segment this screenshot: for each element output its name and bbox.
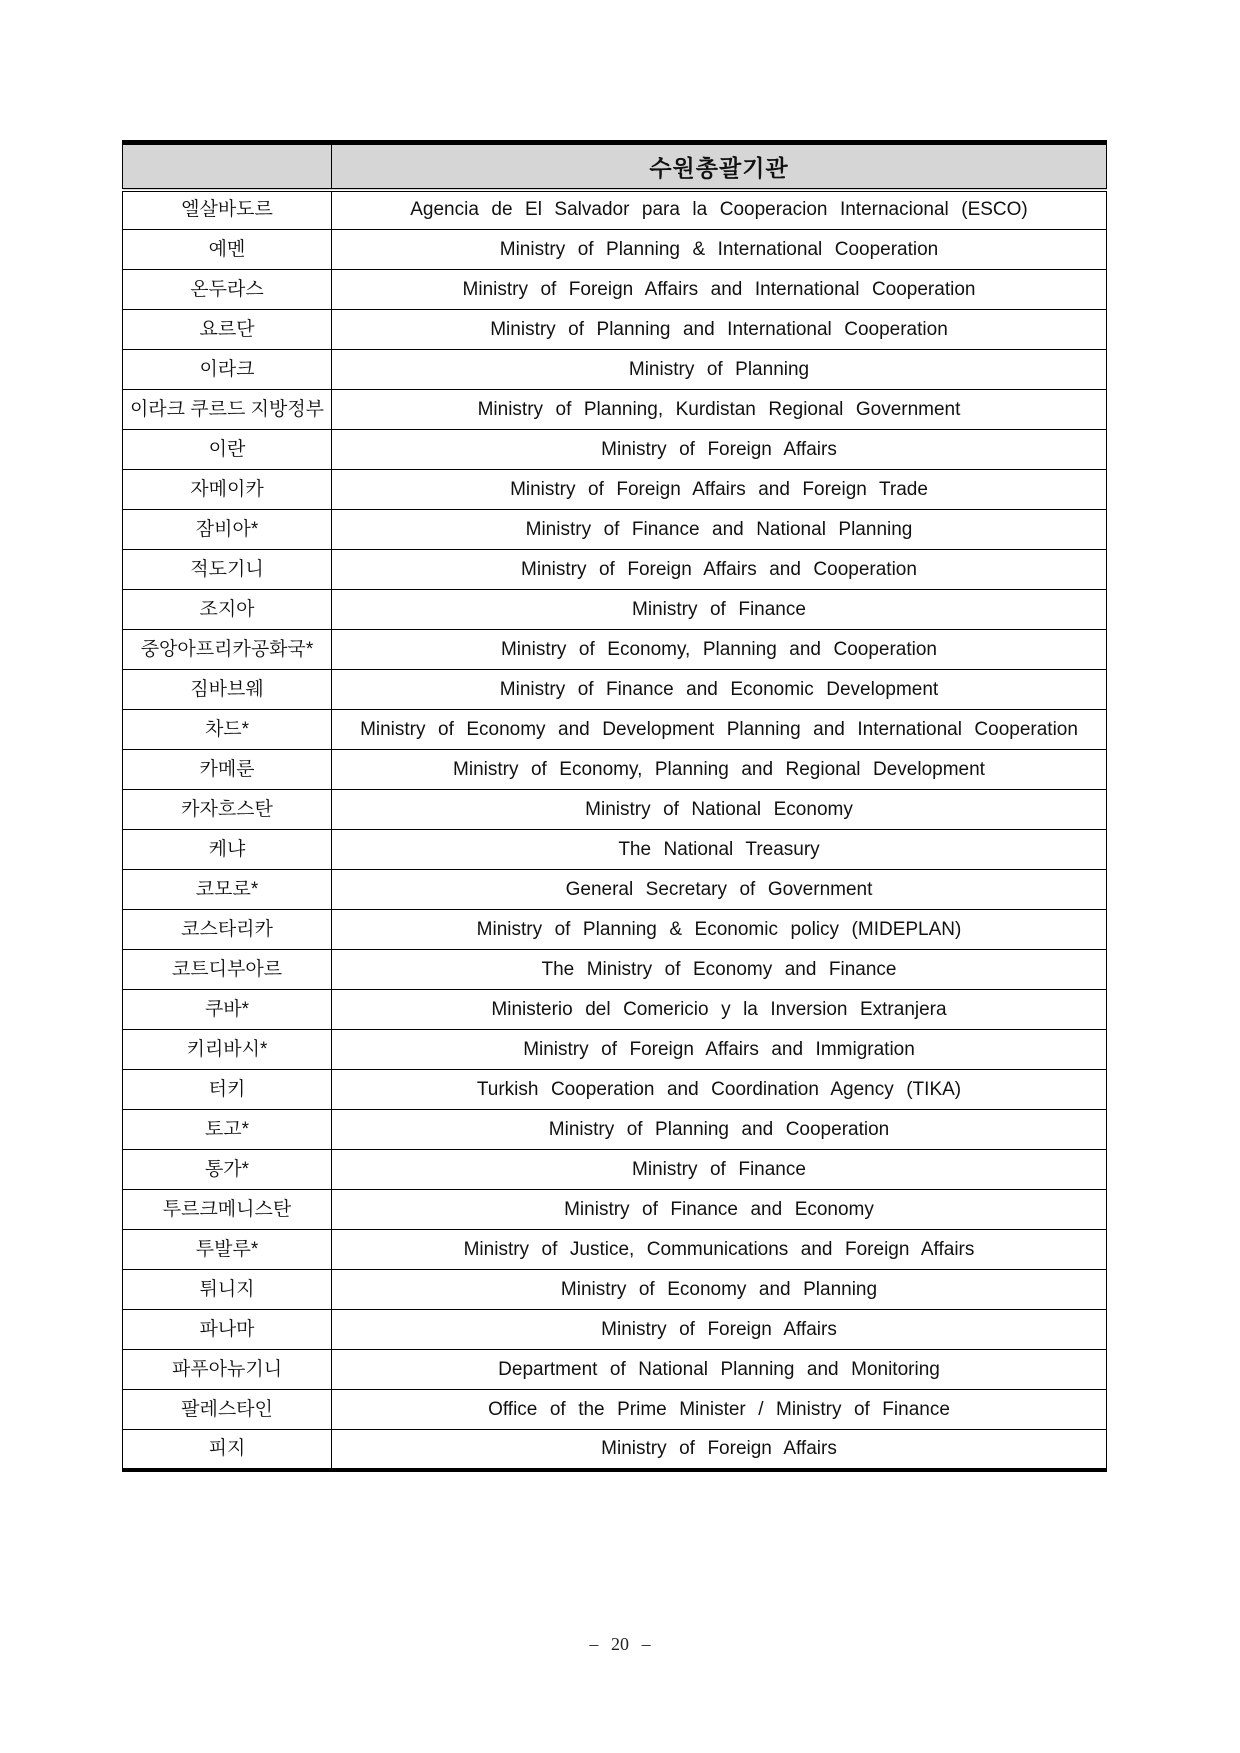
table-row: [123, 750, 1107, 790]
country-cell: 케냐: [123, 830, 332, 870]
table-row: [123, 990, 1107, 1030]
table-row: [123, 830, 1107, 870]
country-cell: 예멘: [123, 230, 332, 270]
table-row: [123, 1430, 1107, 1470]
table-row: [123, 630, 1107, 670]
country-cell: 코모로*: [123, 870, 332, 910]
agency-cell: Ministry of Planning & Economic policy (MIDEPLAN): [332, 910, 1107, 950]
agency-cell: Turkish Cooperation and Coordination Agency (TIKA): [332, 1070, 1107, 1110]
agency-cell: Ministry of Economy and Development Planning and International Cooperation: [332, 710, 1107, 750]
country-cell: 조지아: [123, 590, 332, 630]
agency-cell: Ministry of Foreign Affairs: [332, 1430, 1107, 1470]
agency-cell: Department of National Planning and Monitoring: [332, 1350, 1107, 1390]
agency-cell: Ministry of Planning and Cooperation: [332, 1110, 1107, 1150]
agency-cell: Ministry of Economy, Planning and Cooperation: [332, 630, 1107, 670]
agency-cell: Agencia de El Salvador para la Cooperacion Internacional (ESCO): [332, 190, 1107, 230]
table-row: [123, 1070, 1107, 1110]
table-header-row: [123, 143, 1107, 190]
table-row: [123, 310, 1107, 350]
table-row: [123, 1230, 1107, 1270]
country-cell: 카자흐스탄: [123, 790, 332, 830]
agency-cell: The Ministry of Economy and Finance: [332, 950, 1107, 990]
country-cell: 잠비아*: [123, 510, 332, 550]
agency-cell: Ministry of National Economy: [332, 790, 1107, 830]
table-row: [123, 1310, 1107, 1350]
agency-cell: Ministry of Finance and Economy: [332, 1190, 1107, 1230]
agency-cell: Ministry of Planning and International Cooperation: [332, 310, 1107, 350]
table-row: [123, 1190, 1107, 1230]
agency-cell: Ministry of Foreign Affairs and Immigration: [332, 1030, 1107, 1070]
table-body: [123, 190, 1107, 1470]
agency-cell: General Secretary of Government: [332, 870, 1107, 910]
country-cell: 짐바브웨: [123, 670, 332, 710]
agency-cell: Ministry of Foreign Affairs and Foreign Trade: [332, 470, 1107, 510]
country-cell: 파나마: [123, 1310, 332, 1350]
agency-cell: Ministry of Foreign Affairs: [332, 1310, 1107, 1350]
country-cell: 이라크: [123, 350, 332, 390]
country-cell: 중앙아프리카공화국*: [123, 630, 332, 670]
agency-cell: Ministry of Justice, Communications and Foreign Affairs: [332, 1230, 1107, 1270]
country-cell: 코스타리카: [123, 910, 332, 950]
country-cell: 이란: [123, 430, 332, 470]
table-header-country: [123, 143, 332, 190]
table-header-agency: 수원총괄기관: [332, 143, 1107, 190]
table-row: [123, 1390, 1107, 1430]
table-row: [123, 550, 1107, 590]
country-cell: 이라크 쿠르드 지방정부: [123, 390, 332, 430]
country-cell: 팔레스타인: [123, 1390, 332, 1430]
page-number: – 20 –: [589, 1634, 651, 1654]
table-row: [123, 870, 1107, 910]
table-row: [123, 910, 1107, 950]
table-row: [123, 270, 1107, 310]
country-cell: 통가*: [123, 1150, 332, 1190]
agency-cell: Ministry of Economy, Planning and Regional Development: [332, 750, 1107, 790]
agency-cell: Ministry of Planning, Kurdistan Regional Government: [332, 390, 1107, 430]
table-row: [123, 390, 1107, 430]
country-cell: 투르크메니스탄: [123, 1190, 332, 1230]
agency-cell: Office of the Prime Minister / Ministry of Finance: [332, 1390, 1107, 1430]
table-row: [123, 1270, 1107, 1310]
agency-cell: Ministry of Finance and National Planning: [332, 510, 1107, 550]
country-cell: 엘살바도르: [123, 190, 332, 230]
table-row: [123, 430, 1107, 470]
table-row: [123, 470, 1107, 510]
agency-cell: Ministry of Economy and Planning: [332, 1270, 1107, 1310]
agency-cell: Ministry of Planning & International Cooperation: [332, 230, 1107, 270]
country-cell: 터키: [123, 1070, 332, 1110]
agency-cell: Ministry of Finance and Economic Development: [332, 670, 1107, 710]
table-row: [123, 1030, 1107, 1070]
agency-cell: Ministry of Finance: [332, 1150, 1107, 1190]
country-cell: 파푸아뉴기니: [123, 1350, 332, 1390]
country-cell: 토고*: [123, 1110, 332, 1150]
table-row: [123, 350, 1107, 390]
table-row: [123, 1350, 1107, 1390]
country-cell: 튀니지: [123, 1270, 332, 1310]
table-row: [123, 1110, 1107, 1150]
agency-cell: Ministry of Foreign Affairs and International Cooperation: [332, 270, 1107, 310]
agency-cell: The National Treasury: [332, 830, 1107, 870]
table-row: [123, 190, 1107, 230]
country-cell: 온두라스: [123, 270, 332, 310]
country-cell: 자메이카: [123, 470, 332, 510]
table-row: [123, 950, 1107, 990]
country-cell: 적도기니: [123, 550, 332, 590]
table-row: [123, 510, 1107, 550]
table-row: [123, 670, 1107, 710]
country-cell: 쿠바*: [123, 990, 332, 1030]
country-cell: 카메룬: [123, 750, 332, 790]
country-cell: 키리바시*: [123, 1030, 332, 1070]
table-row: [123, 790, 1107, 830]
country-cell: 코트디부아르: [123, 950, 332, 990]
recipient-agency-table: [122, 140, 1107, 1472]
agency-cell: Ministry of Foreign Affairs: [332, 430, 1107, 470]
country-cell: 차드*: [123, 710, 332, 750]
agency-cell: Ministry of Finance: [332, 590, 1107, 630]
table-row: [123, 710, 1107, 750]
country-cell: 피지: [123, 1430, 332, 1470]
agency-cell: Ministry of Foreign Affairs and Cooperation: [332, 550, 1107, 590]
table-row: [123, 590, 1107, 630]
table-row: [123, 1150, 1107, 1190]
country-cell: 요르단: [123, 310, 332, 350]
agency-cell: Ministerio del Comericio y la Inversion Extranjera: [332, 990, 1107, 1030]
country-cell: 투발루*: [123, 1230, 332, 1270]
agency-cell: Ministry of Planning: [332, 350, 1107, 390]
table-row: [123, 230, 1107, 270]
